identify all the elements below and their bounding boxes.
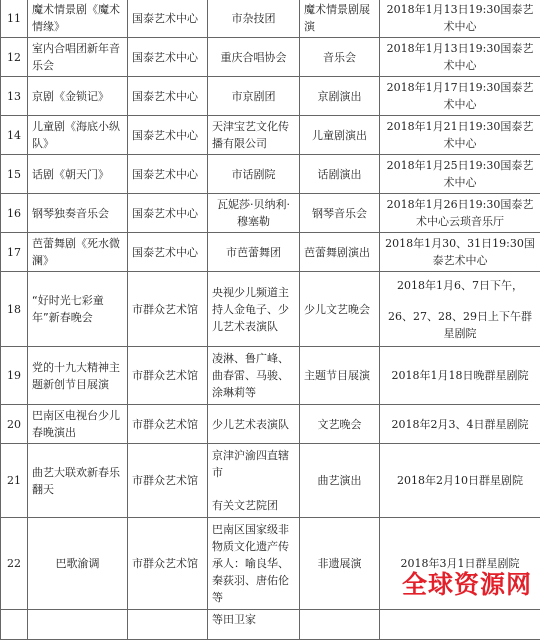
- event-organizer: 天津宝艺文化传播有限公司: [208, 116, 300, 155]
- event-name: 室内合唱团新年音乐会: [28, 38, 128, 77]
- event-organizer: 央视少儿频道主持人金龟子、少儿艺术表演队: [208, 272, 300, 347]
- row-number: 17: [1, 233, 28, 272]
- event-venue: 市群众艺术馆: [128, 272, 208, 347]
- event-time: 2018年3月1日群星剧院: [380, 518, 540, 610]
- event-venue: 国泰艺术中心: [128, 155, 208, 194]
- event-type: 儿童剧演出: [300, 116, 380, 155]
- event-organizer-line-1: 京津沪渝四直辖市: [212, 449, 289, 479]
- event-name: 芭蕾舞剧《死水微澜》: [28, 233, 128, 272]
- row-number: 19: [1, 347, 28, 405]
- event-type: 主题节目展演: [300, 347, 380, 405]
- event-venue: 国泰艺术中心: [128, 233, 208, 272]
- event-name: 钢琴独奏音乐会: [28, 194, 128, 233]
- event-time: 2018年2月10日群星剧院: [380, 444, 540, 518]
- table-row: [1, 272, 540, 347]
- row-number: 18: [1, 272, 28, 347]
- event-organizer: 市芭蕾舞团: [208, 233, 300, 272]
- event-time: 2018年1月25日19:30国泰艺术中心: [380, 155, 540, 194]
- event-time: [380, 272, 540, 347]
- event-organizer: 巴南区国家级非物质文化遗产传承人：喻良华、秦荻羽、唐佑伦等: [208, 518, 300, 610]
- row-number: 21: [1, 444, 28, 518]
- event-venue: 市群众艺术馆: [128, 405, 208, 444]
- event-time: 2018年1月30、31日19:30国泰艺术中心: [380, 233, 540, 272]
- event-time-line-2: 26、27、28、29日上下午群星剧院: [384, 308, 536, 342]
- row-number: 13: [1, 77, 28, 116]
- table-row: [1, 38, 540, 77]
- event-time: 2018年1月13日19:30国泰艺术中心: [380, 38, 540, 77]
- table-row: [1, 444, 540, 518]
- event-venue: 市群众艺术馆: [128, 347, 208, 405]
- table-row: [1, 405, 540, 444]
- event-time: 2018年2月3、4日群星剧院: [380, 405, 540, 444]
- event-name: 党的十九大精神主题新创节目展演: [28, 347, 128, 405]
- event-type: 芭蕾舞剧演出: [300, 233, 380, 272]
- table-row: [1, 116, 540, 155]
- event-time: 2018年1月26日19:30国泰艺术中心云琐音乐厅: [380, 194, 540, 233]
- event-name: 话剧《朝天门》: [28, 155, 128, 194]
- event-type: 文艺晚会: [300, 405, 380, 444]
- event-name: 巴南区电视台少儿春晚演出: [28, 405, 128, 444]
- event-organizer-line-2: 有关文艺院团: [212, 499, 278, 512]
- event-name: 巴歌渝调: [28, 518, 128, 610]
- event-name: 魔术情景剧《魔术情缘》: [28, 0, 128, 38]
- event-name: 曲艺大联欢新春乐翻天: [28, 444, 128, 518]
- row-number: 11: [1, 0, 28, 38]
- event-time: 2018年1月13日19:30国泰艺术中心: [380, 0, 540, 38]
- event-venue: 国泰艺术中心: [128, 0, 208, 38]
- event-type: 曲艺演出: [300, 444, 380, 518]
- event-venue: 市群众艺术馆: [128, 518, 208, 610]
- event-venue: 国泰艺术中心: [128, 194, 208, 233]
- row-number: 22: [1, 518, 28, 610]
- event-type: 京剧演出: [300, 77, 380, 116]
- event-organizer: [208, 444, 300, 518]
- row-number: 12: [1, 38, 28, 77]
- event-organizer: 瓦妮莎·贝纳利·穆塞勒: [208, 194, 300, 233]
- table-row: [1, 347, 540, 405]
- event-name: “好时光七彩童年”新春晚会: [28, 272, 128, 347]
- event-time: 2018年1月18日晚群星剧院: [380, 347, 540, 405]
- event-organizer: 市京剧团: [208, 77, 300, 116]
- event-organizer: 凌淋、鲁广峰、曲春雷、马骏、涂琳莉等: [208, 347, 300, 405]
- event-time: 2018年1月21日19:30国泰艺术中心: [380, 116, 540, 155]
- event-venue: 国泰艺术中心: [128, 38, 208, 77]
- event-time: 2018年1月17日19:30国泰艺术中心: [380, 77, 540, 116]
- event-organizer: 少儿艺术表演队: [208, 405, 300, 444]
- event-type: 钢琴音乐会: [300, 194, 380, 233]
- event-organizer: 等田卫家: [208, 610, 300, 640]
- table-row-partial: [1, 610, 540, 640]
- event-name: 京剧《金锁记》: [28, 77, 128, 116]
- row-number: 20: [1, 405, 28, 444]
- event-organizer: 市话剧院: [208, 155, 300, 194]
- table-row: [1, 77, 540, 116]
- event-type: 非遗展演: [300, 518, 380, 610]
- event-type: 少儿文艺晚会: [300, 272, 380, 347]
- table-row: [1, 155, 540, 194]
- row-number: 14: [1, 116, 28, 155]
- event-name: 儿童剧《海底小纵队》: [28, 116, 128, 155]
- event-venue: 国泰艺术中心: [128, 116, 208, 155]
- event-venue: 市群众艺术馆: [128, 444, 208, 518]
- table-row: [1, 194, 540, 233]
- event-type: 音乐会: [300, 38, 380, 77]
- event-type: 话剧演出: [300, 155, 380, 194]
- event-time-line-1: 2018年1月6、7日下午，: [397, 279, 523, 292]
- event-venue: 国泰艺术中心: [128, 77, 208, 116]
- event-organizer: 市杂技团: [208, 0, 300, 38]
- site-watermark: 全球资源网: [402, 565, 532, 601]
- table-row: [1, 0, 540, 38]
- event-organizer: 重庆合唱协会: [208, 38, 300, 77]
- event-type: 魔术情景剧展演: [300, 0, 380, 38]
- table-row: [1, 233, 540, 272]
- row-number: 15: [1, 155, 28, 194]
- row-number: 16: [1, 194, 28, 233]
